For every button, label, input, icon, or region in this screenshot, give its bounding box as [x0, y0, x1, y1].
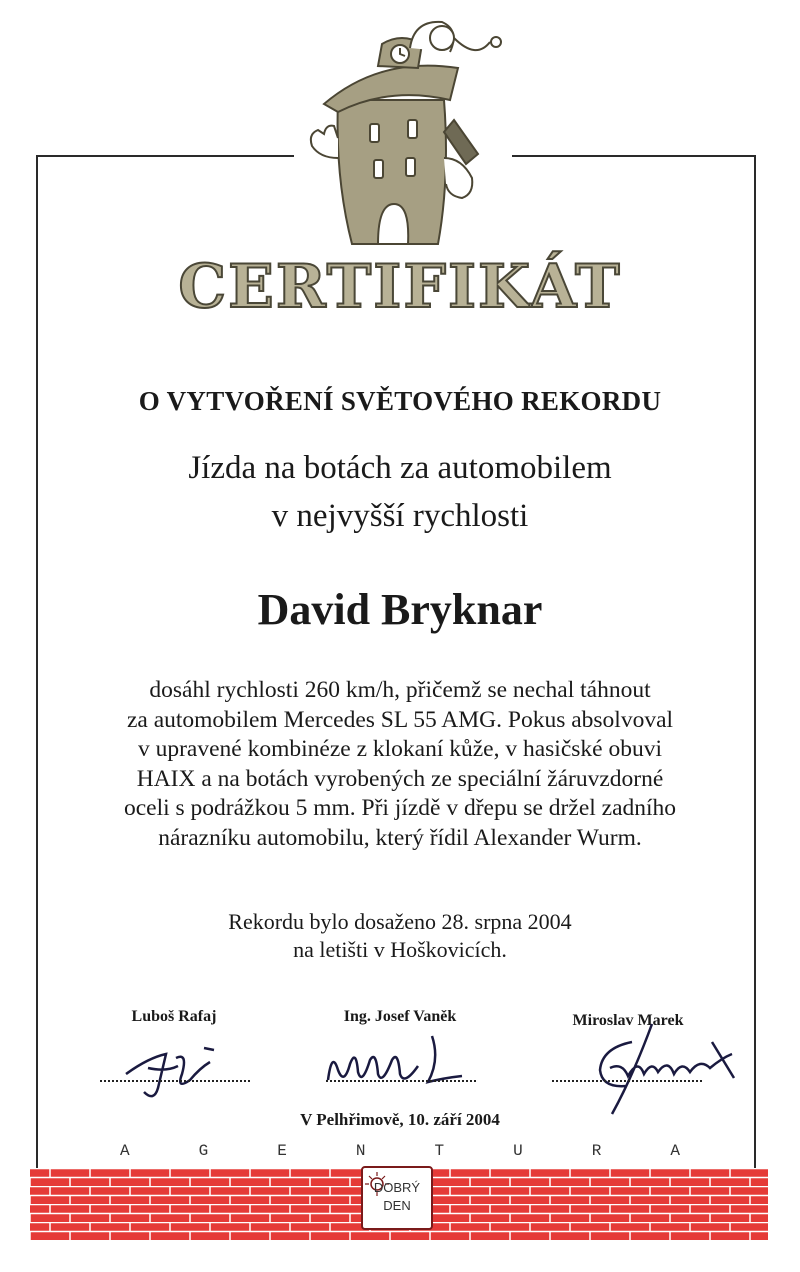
agentura-letter: A — [670, 1142, 680, 1160]
record-date-location — [0, 908, 800, 964]
record-attempt-name — [0, 444, 800, 540]
signature-3 — [592, 1018, 742, 1118]
description-line: oceli s podrážkou 5 mm. Při jízdě v dřepu se držel zadního — [123, 795, 677, 821]
description-line: nárazníku automobilu, který řídil Alexander Wurm. — [158, 824, 642, 851]
agentura-letter: T — [434, 1142, 445, 1160]
place-and-date: V Pelhřimově, 10. září 2004 — [300, 1110, 500, 1129]
signature-line-3 — [552, 1080, 702, 1082]
description-line: HAIX a na botách vyrobených ze speciální žáruvzdorné — [136, 765, 664, 792]
certificate-title: CERTIFIKÁT — [178, 252, 622, 322]
logo-text-1: DOBRÝ — [373, 1180, 421, 1195]
logo-text-2: DEN — [383, 1198, 411, 1213]
agentura-letter: A — [120, 1142, 130, 1160]
signature-1 — [118, 1028, 228, 1108]
agentura-letter: R — [591, 1142, 602, 1160]
attempt-line-1: Jízda na botách za automobilem — [188, 450, 612, 486]
dobry-den-logo — [361, 1166, 433, 1230]
signer-name-2: Ing. Josef Vaněk — [343, 1008, 457, 1025]
agentura-letter: N — [355, 1142, 366, 1160]
agentura-letter: G — [198, 1142, 209, 1160]
record-location: na letišti v Hoškovicích. — [293, 937, 507, 962]
agentura-lettering — [120, 1142, 680, 1160]
signature-line-1 — [100, 1080, 250, 1082]
certificate-subtitle: O VYTVOŘENÍ SVĚTOVÉHO REKORDU — [138, 386, 662, 416]
signer-name-1: Luboš Rafaj — [131, 1008, 217, 1025]
record-description — [60, 676, 740, 853]
house-mascot-logo — [290, 8, 510, 248]
description-line: za automobilem Mercedes SL 55 AMG. Pokus absolvoval — [126, 706, 674, 733]
description-line: v upravené kombinéze z klokaní kůže, v hasičské obuvi — [137, 736, 662, 762]
signer-name-3: Miroslav Marek — [572, 1012, 684, 1029]
attempt-line-2: v nejvyšší rychlosti — [271, 498, 529, 534]
agentura-letter: E — [277, 1142, 287, 1160]
frame-top-right — [512, 155, 756, 157]
signature-line-2 — [326, 1080, 476, 1082]
record-date: Rekordu bylo dosaženo 28. srpna 2004 — [228, 909, 572, 934]
agentura-letter: U — [513, 1142, 523, 1160]
record-holder-name: David Bryknar — [257, 585, 543, 634]
frame-top-left — [36, 155, 294, 157]
description-line: dosáhl rychlosti 260 km/h, přičemž se nechal táhnout — [149, 677, 651, 703]
